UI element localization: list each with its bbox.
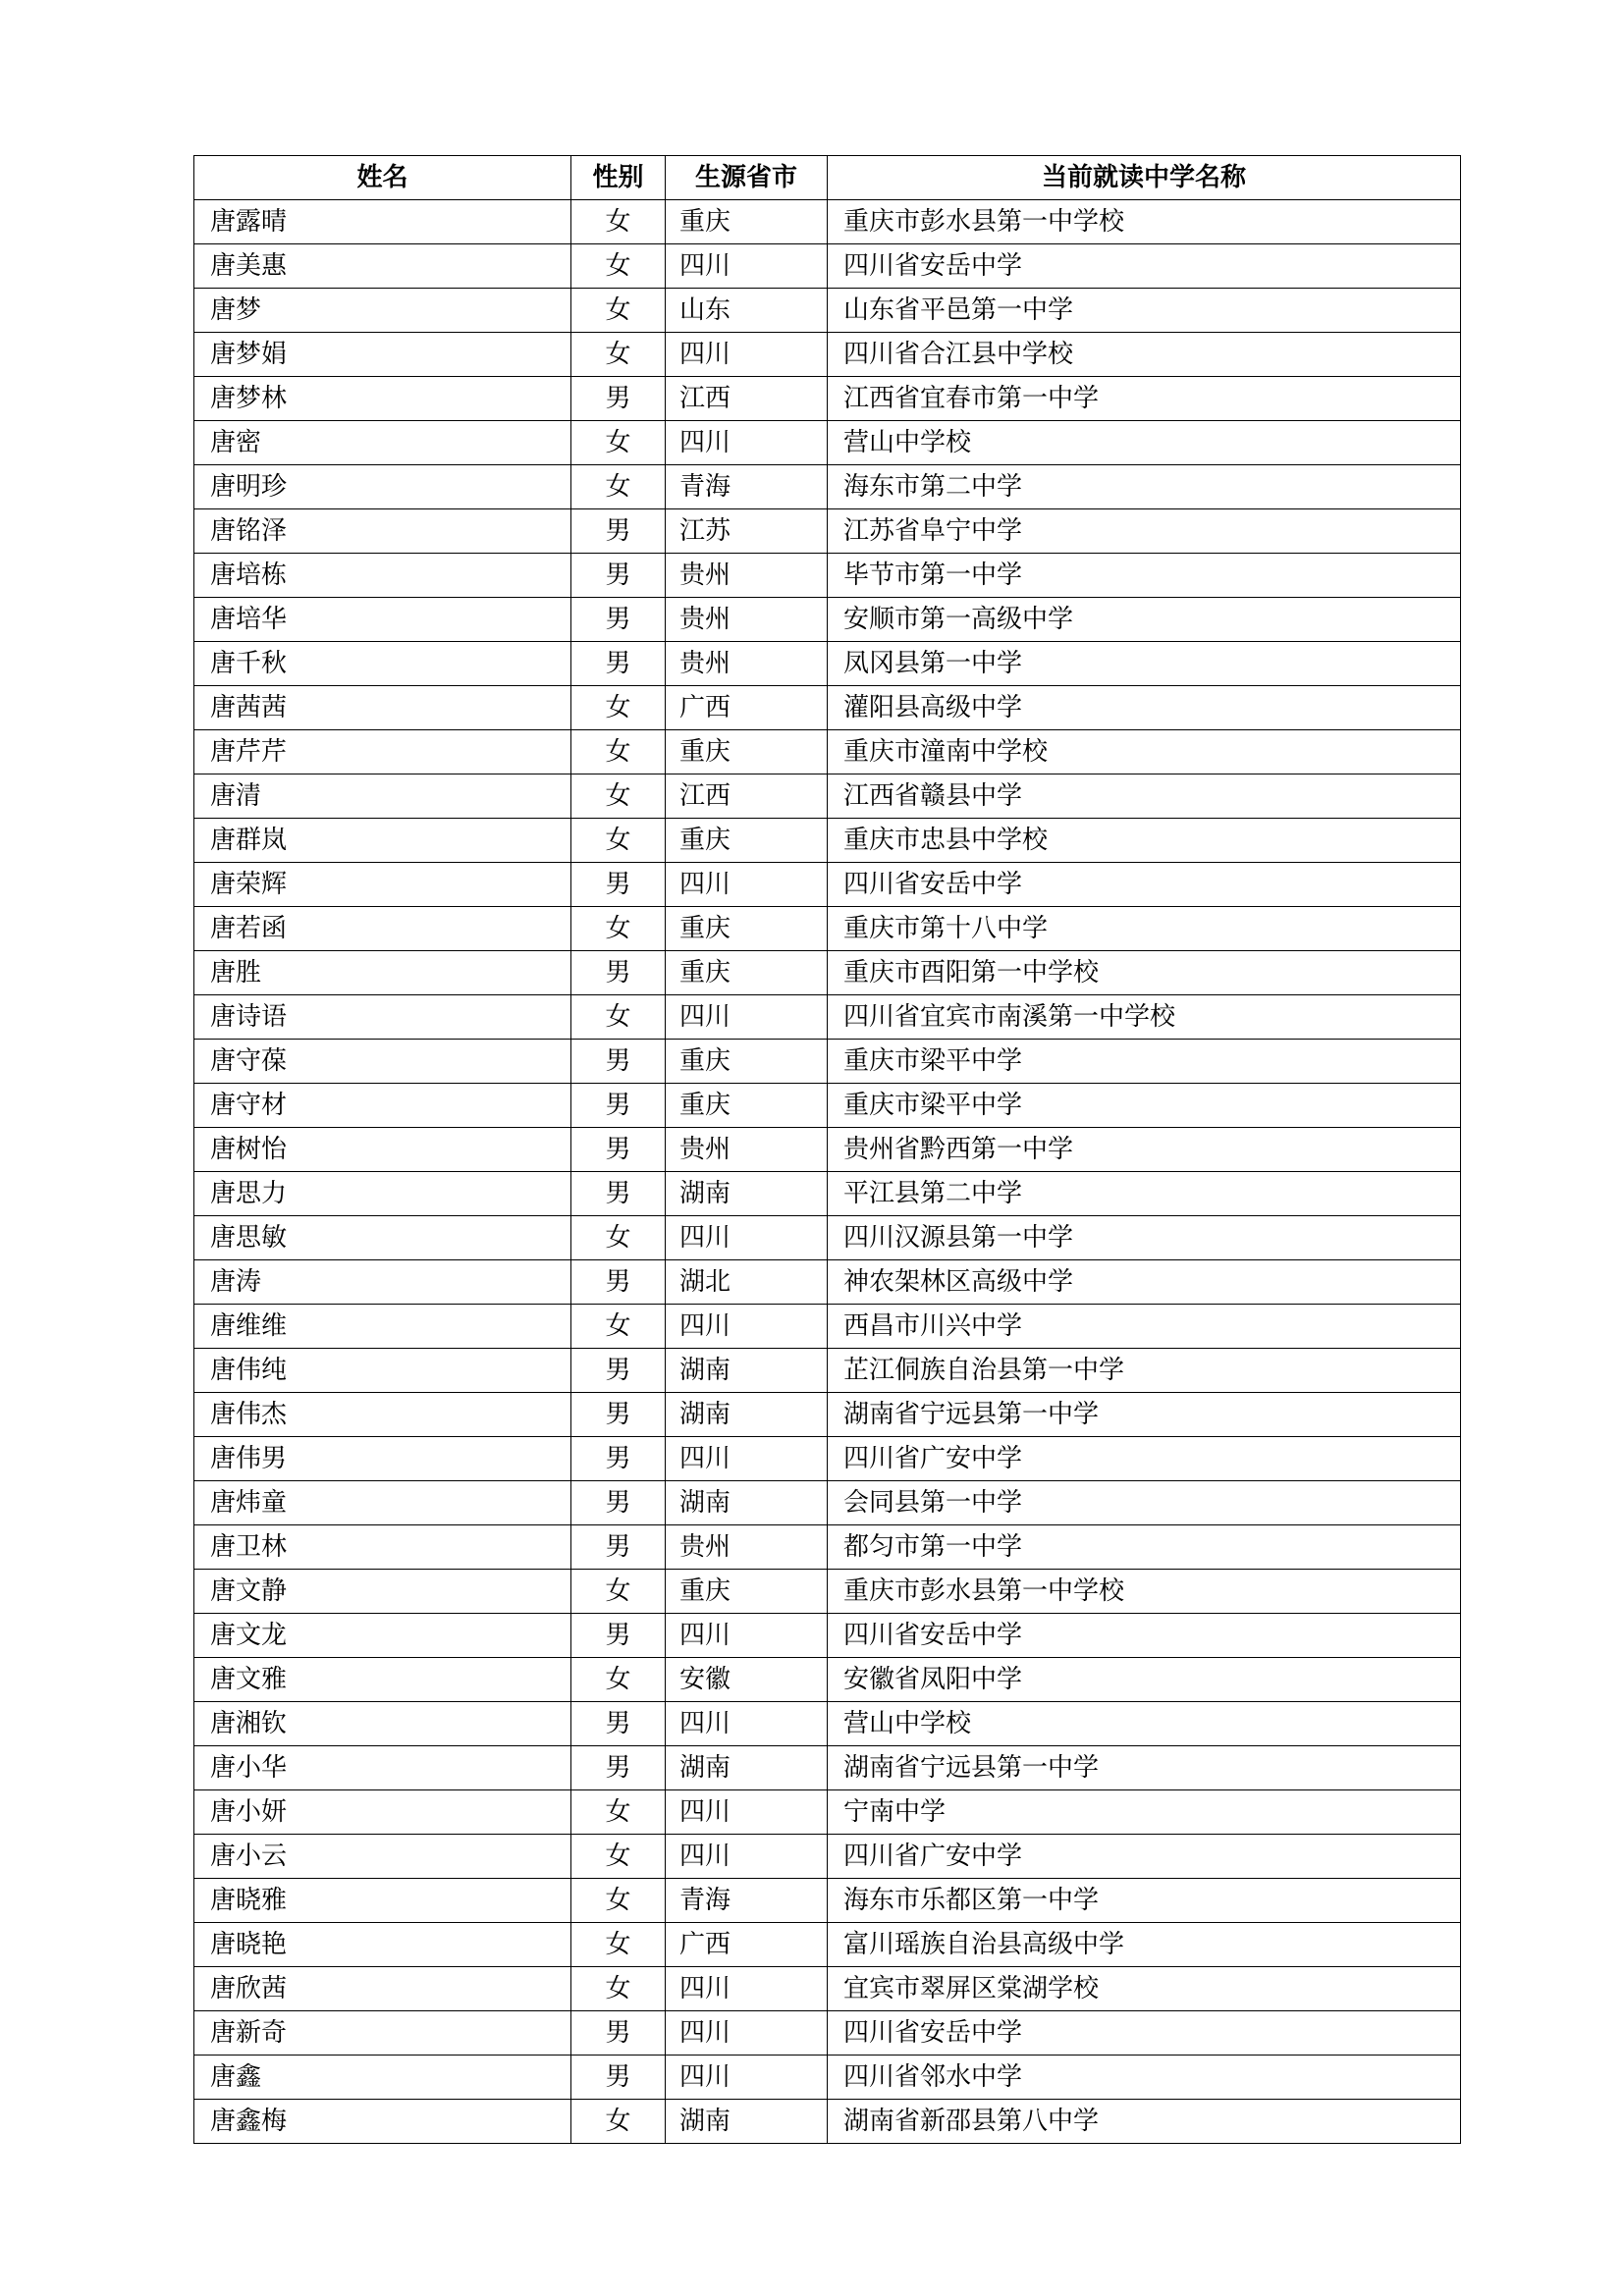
table-row bbox=[194, 2011, 1461, 2056]
cell-province: 四川 bbox=[666, 1305, 828, 1349]
cell-school: 海东市第二中学 bbox=[828, 465, 1461, 509]
cell-province: 贵州 bbox=[666, 642, 828, 686]
table-row bbox=[194, 1128, 1461, 1172]
cell-school: 海东市乐都区第一中学 bbox=[828, 1879, 1461, 1923]
cell-school: 四川省宜宾市南溪第一中学校 bbox=[828, 995, 1461, 1040]
table-row bbox=[194, 1614, 1461, 1658]
cell-province: 贵州 bbox=[666, 554, 828, 598]
cell-province: 湖南 bbox=[666, 2100, 828, 2144]
cell-name: 唐伟男 bbox=[194, 1437, 571, 1481]
cell-name: 唐鑫 bbox=[194, 2056, 571, 2100]
cell-name: 唐梦林 bbox=[194, 377, 571, 421]
table-row bbox=[194, 995, 1461, 1040]
cell-gender: 男 bbox=[571, 1349, 666, 1393]
cell-gender: 男 bbox=[571, 598, 666, 642]
cell-province: 安徽 bbox=[666, 1658, 828, 1702]
cell-province: 湖北 bbox=[666, 1260, 828, 1305]
table-row bbox=[194, 333, 1461, 377]
cell-name: 唐晓艳 bbox=[194, 1923, 571, 1967]
cell-name: 唐群岚 bbox=[194, 819, 571, 863]
cell-name: 唐文雅 bbox=[194, 1658, 571, 1702]
table-row bbox=[194, 1879, 1461, 1923]
cell-school: 四川省安岳中学 bbox=[828, 863, 1461, 907]
cell-province: 四川 bbox=[666, 1216, 828, 1260]
cell-name: 唐伟纯 bbox=[194, 1349, 571, 1393]
table-row bbox=[194, 1658, 1461, 1702]
cell-school: 湖南省宁远县第一中学 bbox=[828, 1393, 1461, 1437]
cell-gender: 女 bbox=[571, 333, 666, 377]
cell-school: 四川省广安中学 bbox=[828, 1437, 1461, 1481]
cell-name: 唐小华 bbox=[194, 1746, 571, 1790]
cell-province: 青海 bbox=[666, 465, 828, 509]
table-row bbox=[194, 1746, 1461, 1790]
table-row bbox=[194, 1923, 1461, 1967]
cell-province: 贵州 bbox=[666, 598, 828, 642]
cell-school: 芷江侗族自治县第一中学 bbox=[828, 1349, 1461, 1393]
table-row bbox=[194, 774, 1461, 819]
cell-name: 唐守材 bbox=[194, 1084, 571, 1128]
cell-province: 四川 bbox=[666, 1702, 828, 1746]
table-row bbox=[194, 289, 1461, 333]
cell-name: 唐培华 bbox=[194, 598, 571, 642]
cell-gender: 男 bbox=[571, 1702, 666, 1746]
cell-gender: 男 bbox=[571, 1746, 666, 1790]
cell-province: 贵州 bbox=[666, 1525, 828, 1570]
header-province: 生源省市 bbox=[666, 156, 828, 200]
table-row bbox=[194, 1305, 1461, 1349]
cell-name: 唐思敏 bbox=[194, 1216, 571, 1260]
header-name: 姓名 bbox=[194, 156, 571, 200]
table-row bbox=[194, 465, 1461, 509]
cell-school: 湖南省宁远县第一中学 bbox=[828, 1746, 1461, 1790]
table-row bbox=[194, 1967, 1461, 2011]
cell-school: 江西省宜春市第一中学 bbox=[828, 377, 1461, 421]
cell-province: 重庆 bbox=[666, 1040, 828, 1084]
cell-school: 重庆市酉阳第一中学校 bbox=[828, 951, 1461, 995]
cell-gender: 男 bbox=[571, 554, 666, 598]
cell-name: 唐茜茜 bbox=[194, 686, 571, 730]
cell-province: 四川 bbox=[666, 2056, 828, 2100]
cell-province: 重庆 bbox=[666, 200, 828, 244]
cell-province: 四川 bbox=[666, 333, 828, 377]
cell-name: 唐欣茜 bbox=[194, 1967, 571, 2011]
cell-school: 安徽省凤阳中学 bbox=[828, 1658, 1461, 1702]
cell-school: 会同县第一中学 bbox=[828, 1481, 1461, 1525]
cell-gender: 男 bbox=[571, 1481, 666, 1525]
cell-province: 重庆 bbox=[666, 951, 828, 995]
cell-gender: 男 bbox=[571, 2056, 666, 2100]
cell-gender: 男 bbox=[571, 1172, 666, 1216]
cell-school: 重庆市梁平中学 bbox=[828, 1084, 1461, 1128]
cell-school: 四川省广安中学 bbox=[828, 1835, 1461, 1879]
table-row bbox=[194, 642, 1461, 686]
header-row bbox=[194, 156, 1461, 200]
cell-school: 西昌市川兴中学 bbox=[828, 1305, 1461, 1349]
cell-gender: 女 bbox=[571, 200, 666, 244]
cell-province: 湖南 bbox=[666, 1172, 828, 1216]
cell-name: 唐涛 bbox=[194, 1260, 571, 1305]
cell-gender: 男 bbox=[571, 863, 666, 907]
cell-province: 重庆 bbox=[666, 907, 828, 951]
cell-school: 江苏省阜宁中学 bbox=[828, 509, 1461, 554]
cell-gender: 男 bbox=[571, 951, 666, 995]
cell-gender: 女 bbox=[571, 1305, 666, 1349]
cell-province: 四川 bbox=[666, 863, 828, 907]
cell-name: 唐培栋 bbox=[194, 554, 571, 598]
cell-gender: 女 bbox=[571, 1879, 666, 1923]
cell-province: 广西 bbox=[666, 1923, 828, 1967]
cell-province: 山东 bbox=[666, 289, 828, 333]
cell-name: 唐文静 bbox=[194, 1570, 571, 1614]
cell-school: 四川省安岳中学 bbox=[828, 1614, 1461, 1658]
cell-gender: 男 bbox=[571, 1525, 666, 1570]
cell-gender: 女 bbox=[571, 289, 666, 333]
table-row bbox=[194, 244, 1461, 289]
cell-gender: 女 bbox=[571, 686, 666, 730]
cell-gender: 女 bbox=[571, 1658, 666, 1702]
cell-school: 四川省安岳中学 bbox=[828, 2011, 1461, 2056]
cell-gender: 男 bbox=[571, 1393, 666, 1437]
cell-name: 唐伟杰 bbox=[194, 1393, 571, 1437]
table-row bbox=[194, 421, 1461, 465]
cell-school: 营山中学校 bbox=[828, 1702, 1461, 1746]
cell-school: 重庆市彭水县第一中学校 bbox=[828, 1570, 1461, 1614]
table-row bbox=[194, 951, 1461, 995]
cell-name: 唐新奇 bbox=[194, 2011, 571, 2056]
cell-school: 四川省安岳中学 bbox=[828, 244, 1461, 289]
cell-gender: 女 bbox=[571, 421, 666, 465]
cell-name: 唐铭泽 bbox=[194, 509, 571, 554]
cell-province: 四川 bbox=[666, 1967, 828, 2011]
cell-school: 四川省合江县中学校 bbox=[828, 333, 1461, 377]
cell-province: 四川 bbox=[666, 244, 828, 289]
cell-province: 四川 bbox=[666, 1835, 828, 1879]
cell-province: 青海 bbox=[666, 1879, 828, 1923]
table-row bbox=[194, 1835, 1461, 1879]
cell-gender: 男 bbox=[571, 509, 666, 554]
cell-province: 四川 bbox=[666, 1437, 828, 1481]
cell-name: 唐若函 bbox=[194, 907, 571, 951]
cell-province: 四川 bbox=[666, 421, 828, 465]
cell-province: 四川 bbox=[666, 1614, 828, 1658]
table-row bbox=[194, 1525, 1461, 1570]
cell-province: 贵州 bbox=[666, 1128, 828, 1172]
cell-province: 广西 bbox=[666, 686, 828, 730]
table-row bbox=[194, 1349, 1461, 1393]
cell-school: 重庆市彭水县第一中学校 bbox=[828, 200, 1461, 244]
cell-province: 湖南 bbox=[666, 1393, 828, 1437]
cell-gender: 男 bbox=[571, 642, 666, 686]
cell-name: 唐梦娟 bbox=[194, 333, 571, 377]
cell-school: 平江县第二中学 bbox=[828, 1172, 1461, 1216]
cell-school: 重庆市潼南中学校 bbox=[828, 730, 1461, 774]
header-gender: 性别 bbox=[571, 156, 666, 200]
cell-name: 唐露晴 bbox=[194, 200, 571, 244]
cell-name: 唐卫林 bbox=[194, 1525, 571, 1570]
cell-name: 唐明珍 bbox=[194, 465, 571, 509]
table-row bbox=[194, 554, 1461, 598]
cell-school: 重庆市忠县中学校 bbox=[828, 819, 1461, 863]
cell-gender: 女 bbox=[571, 465, 666, 509]
cell-school: 宁南中学 bbox=[828, 1790, 1461, 1835]
cell-gender: 男 bbox=[571, 1040, 666, 1084]
cell-school: 贵州省黔西第一中学 bbox=[828, 1128, 1461, 1172]
cell-province: 湖南 bbox=[666, 1746, 828, 1790]
cell-gender: 女 bbox=[571, 1923, 666, 1967]
cell-province: 重庆 bbox=[666, 1084, 828, 1128]
cell-province: 四川 bbox=[666, 995, 828, 1040]
cell-name: 唐小云 bbox=[194, 1835, 571, 1879]
cell-name: 唐荣辉 bbox=[194, 863, 571, 907]
cell-name: 唐炜童 bbox=[194, 1481, 571, 1525]
cell-province: 江西 bbox=[666, 774, 828, 819]
cell-gender: 女 bbox=[571, 1216, 666, 1260]
cell-name: 唐密 bbox=[194, 421, 571, 465]
cell-gender: 女 bbox=[571, 1570, 666, 1614]
cell-gender: 女 bbox=[571, 1967, 666, 2011]
table-row bbox=[194, 2100, 1461, 2144]
table-row bbox=[194, 1260, 1461, 1305]
cell-gender: 女 bbox=[571, 819, 666, 863]
cell-gender: 女 bbox=[571, 1835, 666, 1879]
table-row bbox=[194, 863, 1461, 907]
table-row bbox=[194, 1393, 1461, 1437]
cell-name: 唐文龙 bbox=[194, 1614, 571, 1658]
cell-school: 凤冈县第一中学 bbox=[828, 642, 1461, 686]
cell-name: 唐树怡 bbox=[194, 1128, 571, 1172]
cell-gender: 男 bbox=[571, 1084, 666, 1128]
cell-name: 唐清 bbox=[194, 774, 571, 819]
table-row bbox=[194, 1040, 1461, 1084]
cell-gender: 男 bbox=[571, 1437, 666, 1481]
table-row bbox=[194, 1084, 1461, 1128]
cell-school: 营山中学校 bbox=[828, 421, 1461, 465]
table-row bbox=[194, 730, 1461, 774]
cell-name: 唐晓雅 bbox=[194, 1879, 571, 1923]
cell-school: 灌阳县高级中学 bbox=[828, 686, 1461, 730]
cell-province: 江西 bbox=[666, 377, 828, 421]
cell-gender: 男 bbox=[571, 1614, 666, 1658]
cell-name: 唐鑫梅 bbox=[194, 2100, 571, 2144]
cell-gender: 男 bbox=[571, 2011, 666, 2056]
table-row bbox=[194, 819, 1461, 863]
table-row bbox=[194, 200, 1461, 244]
cell-school: 重庆市第十八中学 bbox=[828, 907, 1461, 951]
cell-province: 四川 bbox=[666, 1790, 828, 1835]
cell-province: 重庆 bbox=[666, 819, 828, 863]
table-row bbox=[194, 907, 1461, 951]
cell-gender: 女 bbox=[571, 244, 666, 289]
cell-gender: 女 bbox=[571, 1790, 666, 1835]
cell-gender: 女 bbox=[571, 774, 666, 819]
cell-school: 江西省赣县中学 bbox=[828, 774, 1461, 819]
cell-school: 神农架林区高级中学 bbox=[828, 1260, 1461, 1305]
cell-province: 江苏 bbox=[666, 509, 828, 554]
cell-school: 毕节市第一中学 bbox=[828, 554, 1461, 598]
cell-school: 湖南省新邵县第八中学 bbox=[828, 2100, 1461, 2144]
cell-name: 唐湘钦 bbox=[194, 1702, 571, 1746]
header-school: 当前就读中学名称 bbox=[828, 156, 1461, 200]
table-row bbox=[194, 377, 1461, 421]
table-row bbox=[194, 1570, 1461, 1614]
cell-gender: 女 bbox=[571, 995, 666, 1040]
table-row bbox=[194, 1790, 1461, 1835]
cell-school: 山东省平邑第一中学 bbox=[828, 289, 1461, 333]
cell-school: 富川瑶族自治县高级中学 bbox=[828, 1923, 1461, 1967]
cell-name: 唐胜 bbox=[194, 951, 571, 995]
cell-gender: 男 bbox=[571, 1128, 666, 1172]
table-row bbox=[194, 1437, 1461, 1481]
cell-province: 湖南 bbox=[666, 1481, 828, 1525]
cell-school: 重庆市梁平中学 bbox=[828, 1040, 1461, 1084]
cell-gender: 女 bbox=[571, 907, 666, 951]
cell-province: 湖南 bbox=[666, 1349, 828, 1393]
cell-school: 宜宾市翠屏区棠湖学校 bbox=[828, 1967, 1461, 2011]
table-header bbox=[194, 156, 1461, 200]
cell-school: 四川省邻水中学 bbox=[828, 2056, 1461, 2100]
cell-name: 唐维维 bbox=[194, 1305, 571, 1349]
table-row bbox=[194, 2056, 1461, 2100]
cell-name: 唐梦 bbox=[194, 289, 571, 333]
cell-province: 重庆 bbox=[666, 1570, 828, 1614]
cell-gender: 女 bbox=[571, 2100, 666, 2144]
cell-name: 唐小妍 bbox=[194, 1790, 571, 1835]
cell-gender: 男 bbox=[571, 1260, 666, 1305]
cell-gender: 女 bbox=[571, 730, 666, 774]
cell-province: 四川 bbox=[666, 2011, 828, 2056]
table-row bbox=[194, 509, 1461, 554]
cell-name: 唐思力 bbox=[194, 1172, 571, 1216]
cell-name: 唐守葆 bbox=[194, 1040, 571, 1084]
table-body bbox=[194, 200, 1461, 2144]
cell-school: 都匀市第一中学 bbox=[828, 1525, 1461, 1570]
table-row bbox=[194, 1216, 1461, 1260]
table-row bbox=[194, 1172, 1461, 1216]
cell-name: 唐千秋 bbox=[194, 642, 571, 686]
cell-gender: 男 bbox=[571, 377, 666, 421]
table-row bbox=[194, 1481, 1461, 1525]
table-row bbox=[194, 1702, 1461, 1746]
student-roster-table bbox=[193, 155, 1461, 2144]
cell-province: 重庆 bbox=[666, 730, 828, 774]
cell-name: 唐诗语 bbox=[194, 995, 571, 1040]
cell-name: 唐美惠 bbox=[194, 244, 571, 289]
cell-name: 唐芹芹 bbox=[194, 730, 571, 774]
cell-school: 安顺市第一高级中学 bbox=[828, 598, 1461, 642]
table-row bbox=[194, 686, 1461, 730]
cell-school: 四川汉源县第一中学 bbox=[828, 1216, 1461, 1260]
table-row bbox=[194, 598, 1461, 642]
